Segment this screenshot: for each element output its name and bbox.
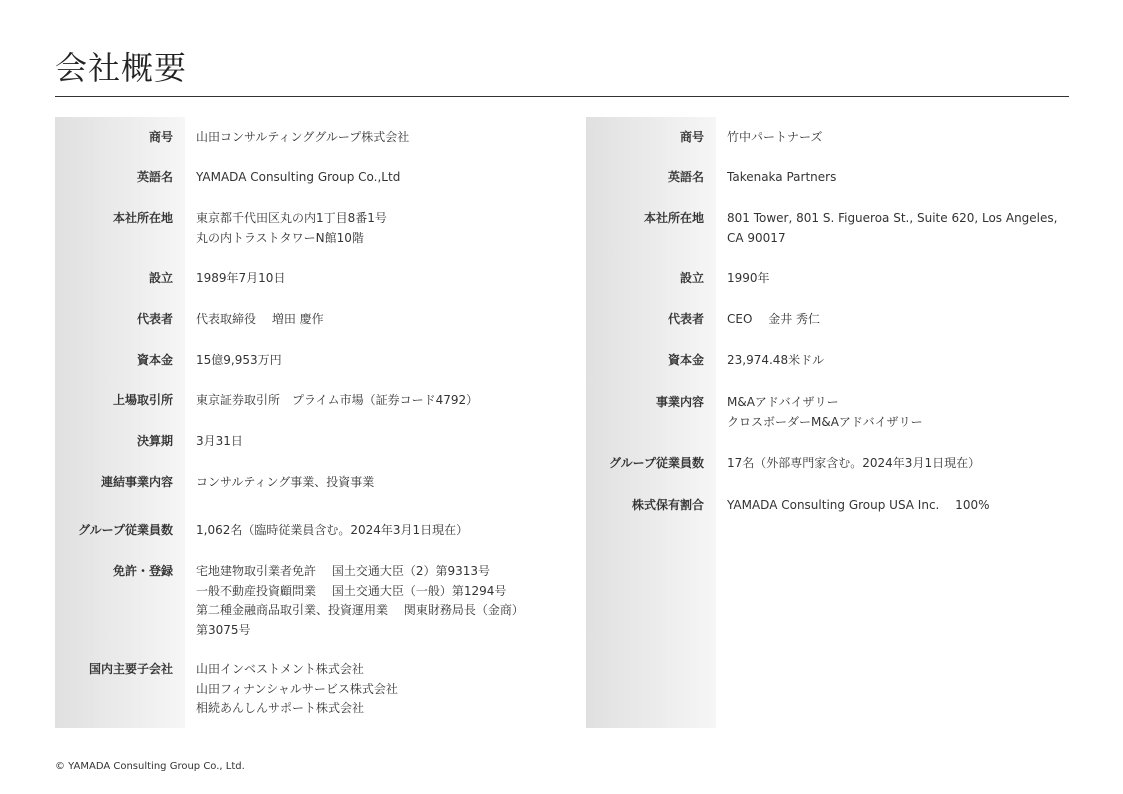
- value-line: CA 90017: [727, 230, 786, 245]
- row-value: [716, 310, 1069, 330]
- row-value: [185, 473, 555, 493]
- row-label: 国内主要子会社: [88, 662, 173, 676]
- table-row: [55, 269, 555, 289]
- table-row: [586, 209, 1069, 248]
- row-label: 免許・登録: [112, 564, 173, 578]
- table-row: [55, 562, 555, 640]
- row-label: 商号: [679, 130, 704, 144]
- row-label: 代表者: [667, 312, 704, 326]
- row-label: 資本金: [136, 353, 173, 367]
- value-line: 1990年: [727, 271, 770, 285]
- value-line: 山田インベストメント株式会社: [196, 662, 364, 676]
- value-line: Takenaka Partners: [727, 170, 837, 184]
- row-label: 商号: [148, 130, 173, 144]
- value-line: 1989年7月10日: [196, 271, 286, 285]
- table-row: [55, 128, 555, 148]
- row-label: グループ従業員数: [77, 523, 173, 537]
- row-label: 決算期: [136, 434, 173, 448]
- row-label: 本社所在地: [643, 211, 704, 225]
- table-row: [586, 269, 1069, 289]
- value-line: 17名（外部専門家含む。2024年3月1日現在）: [727, 456, 981, 470]
- value-line: 山田コンサルティンググループ株式会社: [196, 130, 410, 144]
- table-row: [55, 310, 555, 330]
- table-row: [586, 393, 1069, 432]
- row-value: [716, 454, 1069, 474]
- value-line: M&Aアドバイザリー: [727, 395, 839, 409]
- value-line: YAMADA Consulting Group Co.,Ltd: [196, 170, 401, 184]
- row-label: 本社所在地: [112, 211, 173, 225]
- value-line: 第二種金融商品取引業、投資運用業 関東財務局長（金商）: [196, 603, 524, 617]
- row-label: 英語名: [667, 170, 704, 184]
- table-row: [586, 351, 1069, 371]
- row-label: 上場取引所: [112, 393, 173, 407]
- row-value: [185, 660, 555, 719]
- table-row: [55, 391, 555, 411]
- value-line: 一般不動産投資顧問業 国土交通大臣（一般）第1294号: [196, 583, 507, 598]
- table-row: [586, 454, 1069, 474]
- row-label: 連結事業内容: [100, 475, 173, 489]
- page-title: 会社概要: [55, 49, 188, 87]
- value-line: 東京証券取引所 プライム市場（証券コード4792）: [196, 393, 479, 407]
- row-value: [185, 269, 555, 289]
- value-line: CEO 金井 秀仁: [727, 312, 821, 326]
- row-label: 英語名: [136, 170, 173, 184]
- value-line: 宅地建物取引業者免許 国土交通大臣（2）第9313号: [196, 564, 490, 578]
- title-divider: [55, 96, 1069, 97]
- row-value: [185, 562, 555, 640]
- row-value: [716, 393, 1069, 432]
- value-line: クロスボーダーM&Aアドバイザリー: [727, 414, 923, 429]
- row-value: [185, 168, 555, 188]
- row-label: 事業内容: [655, 395, 704, 409]
- row-value: [716, 269, 1069, 289]
- company-profile-table-yamada: [55, 117, 555, 728]
- value-line: 山田フィナンシャルサービス株式会社: [196, 681, 398, 696]
- row-value: [716, 168, 1069, 188]
- value-line: 1,062名（臨時従業員含む。2024年3月1日現在）: [196, 523, 469, 537]
- row-value: [185, 310, 555, 330]
- table-row: [55, 432, 555, 452]
- value-line: 相続あんしんサポート株式会社: [196, 701, 365, 715]
- row-label: 設立: [148, 271, 173, 285]
- row-label: 代表者: [136, 312, 173, 326]
- row-label: グループ従業員数: [608, 456, 704, 470]
- row-value: [716, 496, 1069, 516]
- row-value: [716, 351, 1069, 371]
- value-line: 801 Tower, 801 S. Figueroa St., Suite 620, Los Angeles,: [727, 211, 1058, 225]
- value-line: 15億9,953万円: [196, 353, 282, 367]
- table-row: [55, 351, 555, 371]
- row-value: [185, 351, 555, 371]
- row-label: 設立: [679, 271, 704, 285]
- table-row: [586, 168, 1069, 188]
- table-row: [55, 168, 555, 188]
- value-line: 3月31日: [196, 434, 243, 448]
- table-row: [55, 660, 555, 719]
- value-line: 東京都千代田区丸の内1丁目8番1号: [196, 211, 387, 225]
- table-row: [586, 128, 1069, 148]
- row-value: [185, 209, 555, 248]
- copyright-footer: © YAMADA Consulting Group Co., Ltd.: [55, 761, 245, 772]
- value-line: 丸の内トラストタワーN館10階: [196, 230, 364, 245]
- table-row: [586, 310, 1069, 330]
- table-row: [586, 496, 1069, 516]
- row-value: [716, 128, 1069, 148]
- value-line: コンサルティング事業、投資事業: [196, 475, 375, 489]
- row-value: [716, 209, 1069, 248]
- row-label: 株式保有割合: [631, 498, 704, 512]
- value-line: YAMADA Consulting Group USA Inc. 100%: [727, 498, 990, 512]
- row-value: [185, 432, 555, 452]
- company-profile-table-takenaka: [586, 117, 1069, 728]
- table-row: [55, 473, 555, 493]
- value-line: 第3075号: [196, 622, 251, 637]
- value-line: 竹中パートナーズ: [727, 130, 823, 144]
- table-row: [55, 209, 555, 248]
- row-value: [185, 128, 555, 148]
- value-line: 代表取締役 増田 慶作: [196, 312, 324, 326]
- row-value: [185, 521, 555, 541]
- row-value: [185, 391, 555, 411]
- row-label: 資本金: [667, 353, 704, 367]
- value-line: 23,974.48米ドル: [727, 353, 825, 367]
- table-row: [55, 521, 555, 541]
